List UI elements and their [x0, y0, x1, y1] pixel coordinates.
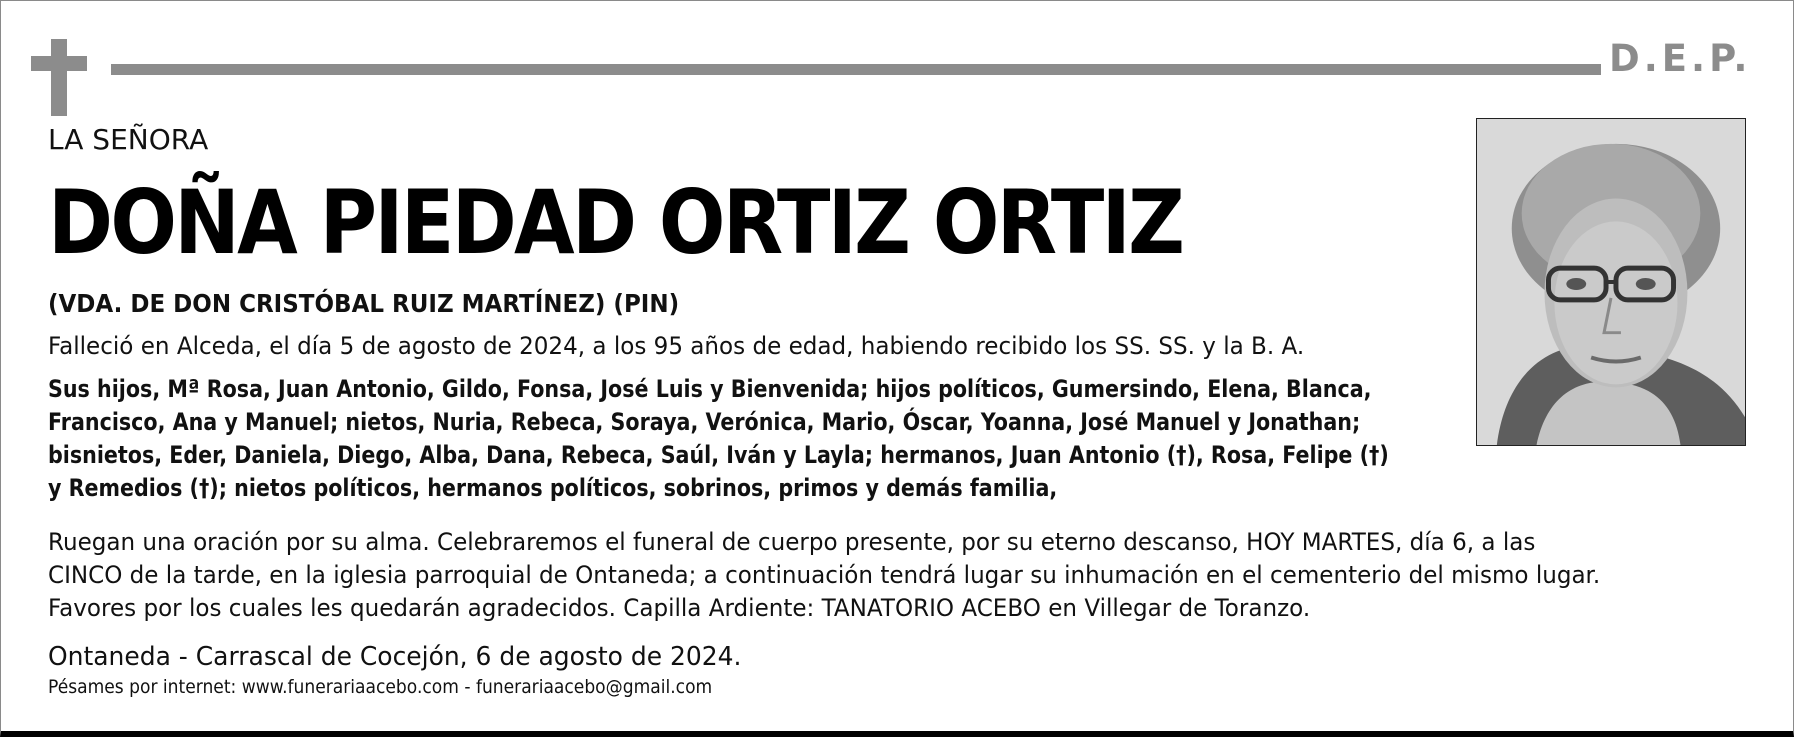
- family-line: bisnietos, Eder, Daniela, Diego, Alba, Dana, Rebeca, Saúl, Iván y Layla; hermanos, Juan Antonio (†), Rosa, Felipe (†): [48, 441, 1389, 469]
- intro-label: LA SEÑORA: [48, 123, 209, 156]
- family-line: y Remedios (†); nietos políticos, hermanos políticos, sobrinos, primos y demás familia,: [48, 474, 1058, 502]
- family-line: Francisco, Ana y Manuel; nietos, Nuria, Rebeca, Soraya, Verónica, Mario, Óscar, Yoanna, José Manuel y Jonathan;: [48, 408, 1361, 436]
- portrait-photo: [1476, 118, 1746, 446]
- family-list: [48, 373, 1389, 505]
- place-date: Ontaneda - Carrascal de Cocejón, 6 de agosto de 2024.: [48, 642, 742, 672]
- deceased-name: DOÑA PIEDAD ORTIZ ORTIZ: [48, 171, 1183, 274]
- family-line: Sus hijos, Mª Rosa, Juan Antonio, Gildo, Fonsa, José Luis y Bienvenida; hijos políticos, Gumersindo, Elena, Blanca,: [48, 375, 1372, 403]
- widow-of-line: (VDA. DE DON CRISTÓBAL RUIZ MARTÍNEZ) (PIN): [48, 289, 680, 318]
- condolences-contact: Pésames por internet: www.funerariaacebo.com - funerariaacebo@gmail.com: [48, 676, 713, 698]
- header-rule: [111, 64, 1601, 75]
- portrait-illustration: [1477, 119, 1745, 445]
- funeral-line: Favores por los cuales les quedarán agradecidos. Capilla Ardiente: TANATORIO ACEBO en Villegar de Toranzo.: [48, 594, 1311, 622]
- death-info: Falleció en Alceda, el día 5 de agosto de 2024, a los 95 años de edad, habiendo recibido los SS. SS. y la B. A.: [48, 332, 1305, 360]
- cross-vertical-bar: [51, 39, 67, 116]
- funeral-line: Ruegan una oración por su alma. Celebraremos el funeral de cuerpo presente, por su eterno descanso, HOY MARTES, día 6, a las: [48, 528, 1536, 556]
- funeral-line: CINCO de la tarde, en la iglesia parroquial de Ontaneda; a continuación tendrá lugar su inhumación en el cementerio del mismo lugar.: [48, 561, 1601, 589]
- funeral-info: [48, 526, 1600, 625]
- cross-horizontal-bar: [31, 56, 87, 71]
- dep-label: D.E.P.: [1609, 37, 1752, 80]
